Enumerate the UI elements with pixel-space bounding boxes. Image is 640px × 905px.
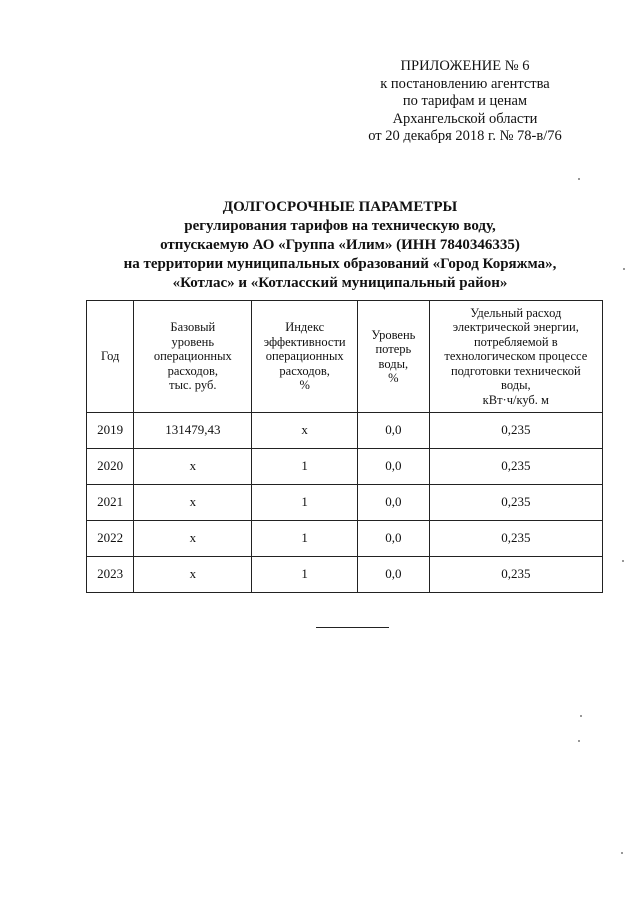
cell-water-loss: 0,0 bbox=[358, 557, 430, 593]
header-line: расходов, bbox=[279, 363, 330, 378]
table-header-row bbox=[87, 301, 603, 413]
cell-base-costs: х bbox=[134, 557, 252, 593]
cell-water-loss: 0,0 bbox=[358, 449, 430, 485]
title-line: ДОЛГОСРОЧНЫЕ ПАРАМЕТРЫ bbox=[222, 199, 458, 215]
scan-speck bbox=[621, 852, 623, 854]
table-row bbox=[87, 557, 603, 593]
header-line: % bbox=[388, 371, 399, 385]
scan-speck bbox=[580, 715, 582, 717]
header-line: технологическом процессе bbox=[444, 349, 588, 364]
header-line: Уровень bbox=[371, 327, 416, 342]
header-line: воды, bbox=[501, 378, 531, 393]
appendix-line: от 20 декабря 2018 г. № 78-в/76 bbox=[368, 128, 562, 144]
cell-efficiency-index: 1 bbox=[252, 521, 358, 557]
scan-speck bbox=[622, 560, 624, 562]
header-line: операционных bbox=[265, 349, 344, 364]
header-line: эффективности bbox=[263, 334, 346, 349]
header-line: подготовки технической bbox=[450, 363, 581, 378]
header-line: потерь bbox=[375, 342, 412, 356]
header-line: Базовый bbox=[170, 320, 216, 335]
header-line: потребляемой в bbox=[473, 334, 558, 349]
table-row bbox=[87, 449, 603, 485]
appendix-line: ПРИЛОЖЕНИЕ № 6 bbox=[400, 58, 530, 74]
scan-speck bbox=[578, 740, 580, 742]
header-line: расходов, bbox=[167, 363, 219, 378]
appendix-header bbox=[330, 58, 600, 146]
document-title bbox=[60, 198, 620, 293]
cell-base-costs: 131479,43 bbox=[134, 413, 252, 449]
cell-energy-consumption: 0,235 bbox=[429, 413, 602, 449]
scan-speck bbox=[623, 268, 625, 270]
cell-water-loss: 0,0 bbox=[358, 413, 430, 449]
cell-energy-consumption: 0,235 bbox=[429, 557, 602, 593]
cell-energy-consumption: 0,235 bbox=[429, 449, 602, 485]
table-row bbox=[87, 485, 603, 521]
title-line: на территории муниципальных образований «Город Коряжма», bbox=[123, 256, 557, 272]
end-separator-line bbox=[316, 627, 389, 628]
cell-energy-consumption: 0,235 bbox=[429, 521, 602, 557]
header-line: электрической энергии, bbox=[452, 320, 579, 335]
cell-base-costs: х bbox=[134, 521, 252, 557]
cell-efficiency-index: 1 bbox=[252, 449, 358, 485]
appendix-line: к постановлению агентства bbox=[380, 75, 550, 92]
header-year bbox=[87, 301, 134, 413]
header-line: тыс. руб. bbox=[169, 378, 217, 393]
header-line: уровень bbox=[171, 334, 215, 349]
cell-year: 2020 bbox=[87, 449, 134, 485]
title-line: регулирования тарифов на техническую воду, bbox=[184, 218, 496, 234]
header-base-costs bbox=[134, 301, 252, 413]
cell-efficiency-index: 1 bbox=[252, 485, 358, 521]
header-line: воды, bbox=[378, 356, 409, 371]
parameters-table bbox=[86, 300, 603, 593]
table-row bbox=[87, 521, 603, 557]
header-energy-consumption bbox=[429, 301, 602, 413]
cell-efficiency-index: 1 bbox=[252, 557, 358, 593]
header-water-loss bbox=[358, 301, 430, 413]
cell-year: 2019 bbox=[87, 413, 134, 449]
cell-base-costs: х bbox=[134, 449, 252, 485]
header-line: кВт·ч/куб. м bbox=[482, 392, 549, 407]
cell-year: 2023 bbox=[87, 557, 134, 593]
cell-base-costs: х bbox=[134, 485, 252, 521]
cell-water-loss: 0,0 bbox=[358, 521, 430, 557]
cell-year: 2021 bbox=[87, 485, 134, 521]
title-line: отпускаемую АО «Группа «Илим» (ИНН 7840346335) bbox=[160, 237, 520, 253]
cell-year: 2022 bbox=[87, 521, 134, 557]
cell-water-loss: 0,0 bbox=[358, 485, 430, 521]
title-line: «Котлас» и «Котласский муниципальный район» bbox=[172, 275, 508, 291]
header-year-label: Год bbox=[100, 349, 120, 364]
appendix-line: по тарифам и ценам bbox=[402, 93, 528, 109]
cell-efficiency-index: х bbox=[252, 413, 358, 449]
header-line: Удельный расход bbox=[470, 305, 562, 320]
header-line: Индекс bbox=[285, 320, 325, 335]
header-line: % bbox=[299, 378, 310, 393]
table-row bbox=[87, 413, 603, 449]
appendix-line: Архангельской области bbox=[392, 110, 538, 127]
header-efficiency-index bbox=[252, 301, 358, 413]
scan-speck bbox=[578, 178, 580, 180]
cell-energy-consumption: 0,235 bbox=[429, 485, 602, 521]
header-line: операционных bbox=[153, 349, 232, 364]
